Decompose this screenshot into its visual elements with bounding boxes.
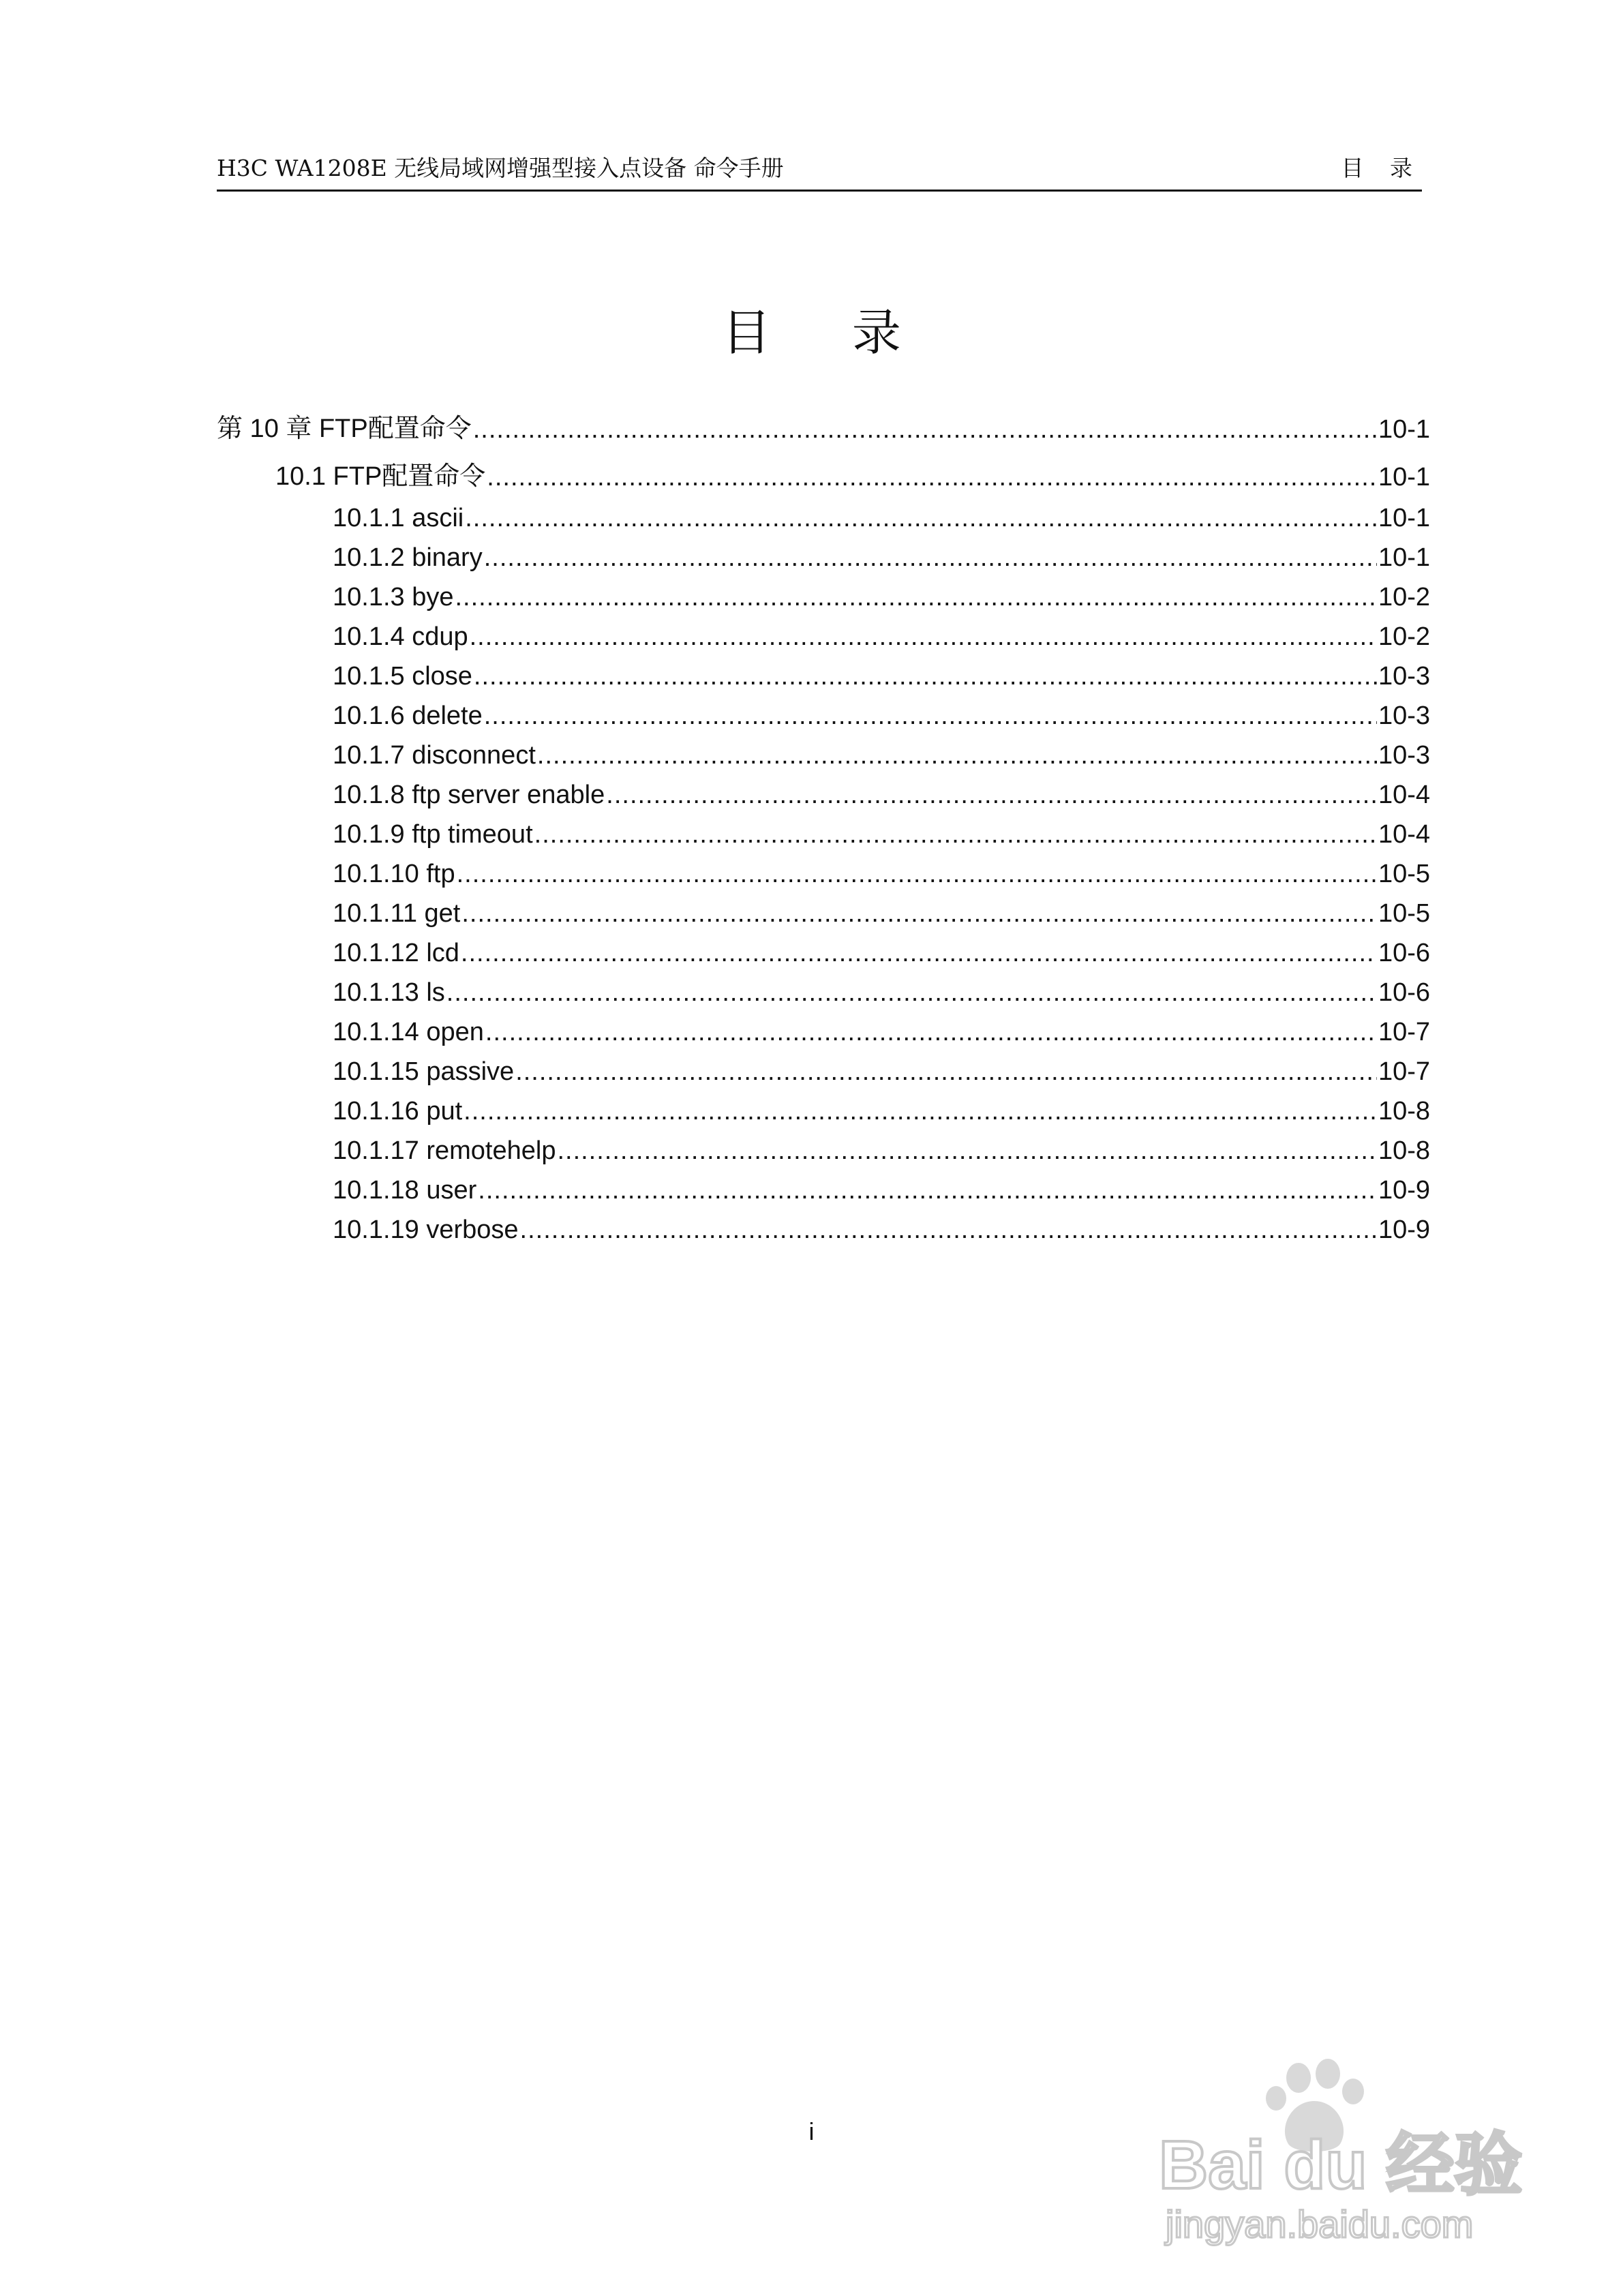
toc-entry-passive[interactable] — [217, 1053, 1430, 1087]
toc-entry-page: 10-5 — [1378, 860, 1430, 888]
toc-entry-chapter-10[interactable] — [217, 410, 1430, 444]
toc-entry-label: 10.1.18 user — [333, 1176, 477, 1205]
toc-entry-label: 第 10 章 FTP配置命令 — [217, 414, 472, 443]
toc-entry-label: 10.1.9 ftp timeout — [333, 820, 533, 849]
page-header — [217, 151, 1422, 192]
toc-entry-page: 10-2 — [1378, 583, 1430, 611]
toc-entry-page: 10-8 — [1378, 1097, 1430, 1126]
toc-leader-dots — [470, 622, 1377, 652]
toc-leader-dots — [465, 504, 1377, 533]
toc-entry-get[interactable] — [217, 894, 1430, 928]
toc-entry-label: 10.1.19 verbose — [333, 1215, 519, 1244]
toc-entry-label: 10.1.5 close — [333, 662, 472, 691]
toc-entry-page: 10-6 — [1378, 939, 1430, 967]
toc-entry-open[interactable] — [217, 1013, 1430, 1047]
baidu-jingyan-watermark — [1159, 2059, 1541, 2263]
header-section-name: 目 录 — [1341, 155, 1422, 181]
toc-leader-dots — [534, 820, 1377, 849]
toc-leader-dots — [473, 415, 1377, 444]
toc-leader-dots — [487, 463, 1377, 492]
toc-entry-page: 10-5 — [1378, 899, 1430, 928]
toc-entry-page: 10-1 — [1378, 415, 1430, 444]
toc-entry-disconnect[interactable] — [217, 736, 1430, 770]
toc-entry-page: 10-6 — [1378, 978, 1430, 1007]
toc-entry-put[interactable] — [217, 1092, 1430, 1126]
toc-entry-page: 10-8 — [1378, 1136, 1430, 1165]
toc-entry-label: 10.1.16 put — [333, 1097, 463, 1126]
toc-entry-ls[interactable] — [217, 973, 1430, 1008]
toc-entry-ftp-server-enable[interactable] — [217, 776, 1430, 810]
toc-entry-page: 10-1 — [1378, 504, 1430, 532]
toc-entry-page: 10-3 — [1378, 701, 1430, 730]
toc-entry-close[interactable] — [217, 657, 1430, 691]
toc-entry-label: 10.1.7 disconnect — [333, 741, 536, 770]
watermark-logo-text: Bai du 经验 — [1159, 2127, 1523, 2203]
toc-entry-label: 10.1.8 ftp server enable — [333, 781, 605, 809]
toc-entry-page: 10-7 — [1378, 1057, 1430, 1086]
toc-entry-page: 10-2 — [1378, 622, 1430, 651]
toc-leader-dots — [461, 899, 1377, 928]
toc-entry-label: 10.1.12 lcd — [333, 939, 459, 967]
toc-entry-page: 10-3 — [1378, 662, 1430, 691]
toc-entry-page: 10-3 — [1378, 741, 1430, 770]
toc-leader-dots — [557, 1136, 1376, 1166]
toc-entry-label: 10.1.11 get — [333, 899, 461, 928]
toc-leader-dots — [455, 583, 1376, 612]
toc-leader-dots — [520, 1215, 1377, 1245]
toc-entry-label: 10.1.10 ftp — [333, 860, 455, 888]
toc-entry-binary[interactable] — [217, 539, 1430, 573]
toc-leader-dots — [457, 860, 1377, 889]
toc-leader-dots — [461, 939, 1377, 968]
toc-entry-label: 10.1.6 delete — [333, 701, 483, 730]
toc-entry-cdup[interactable] — [217, 618, 1430, 652]
toc-leader-dots — [515, 1057, 1377, 1087]
toc-leader-dots — [474, 662, 1377, 691]
toc-entry-lcd[interactable] — [217, 934, 1430, 968]
toc-leader-dots — [537, 741, 1377, 770]
toc-entry-page: 10-9 — [1378, 1215, 1430, 1244]
toc-leader-dots — [484, 543, 1377, 573]
toc-entry-page: 10-1 — [1378, 543, 1430, 572]
toc-entry-page: 10-1 — [1378, 463, 1430, 492]
page-title: 目 录 — [722, 304, 934, 361]
toc-entry-label: 10.1.15 passive — [333, 1057, 515, 1086]
toc-entry-ftp-timeout[interactable] — [217, 815, 1430, 849]
toc-entry-delete[interactable] — [217, 697, 1430, 731]
watermark-url: jingyan.baidu.com — [1166, 2203, 1474, 2246]
toc-entry-page: 10-4 — [1378, 820, 1430, 849]
page-number: i — [808, 2117, 815, 2145]
toc-entry-page: 10-9 — [1378, 1176, 1430, 1205]
toc-entry-label: 10.1.17 remotehelp — [333, 1136, 556, 1165]
toc-entry-remotehelp[interactable] — [217, 1132, 1430, 1166]
toc-leader-dots — [606, 781, 1377, 810]
toc-entry-label: 10.1 FTP配置命令 — [275, 462, 486, 491]
header-document-title: H3C WA1208E 无线局域网增强型接入点设备 命令手册 — [217, 155, 784, 181]
toc-entry-page: 10-7 — [1378, 1018, 1430, 1046]
toc-entry-label: 10.1.2 binary — [333, 543, 483, 572]
toc-leader-dots — [478, 1176, 1377, 1205]
toc-entry-section-10-1[interactable] — [217, 458, 1430, 492]
toc-entry-bye[interactable] — [217, 578, 1430, 612]
toc-entry-label: 10.1.1 ascii — [333, 504, 464, 532]
toc-entry-user[interactable] — [217, 1171, 1430, 1205]
toc-entry-verbose[interactable] — [217, 1211, 1430, 1245]
toc-leader-dots — [464, 1097, 1377, 1126]
toc-entry-label: 10.1.3 bye — [333, 583, 454, 611]
toc-entry-label: 10.1.4 cdup — [333, 622, 468, 651]
toc-entry-ftp[interactable] — [217, 855, 1430, 889]
toc-entry-page: 10-4 — [1378, 781, 1430, 809]
toc-leader-dots — [484, 701, 1377, 731]
toc-entry-label: 10.1.13 ls — [333, 978, 445, 1007]
toc-entry-label: 10.1.14 open — [333, 1018, 484, 1046]
toc-leader-dots — [446, 978, 1377, 1008]
toc-entry-ascii[interactable] — [217, 499, 1430, 533]
toc-leader-dots — [485, 1018, 1377, 1047]
